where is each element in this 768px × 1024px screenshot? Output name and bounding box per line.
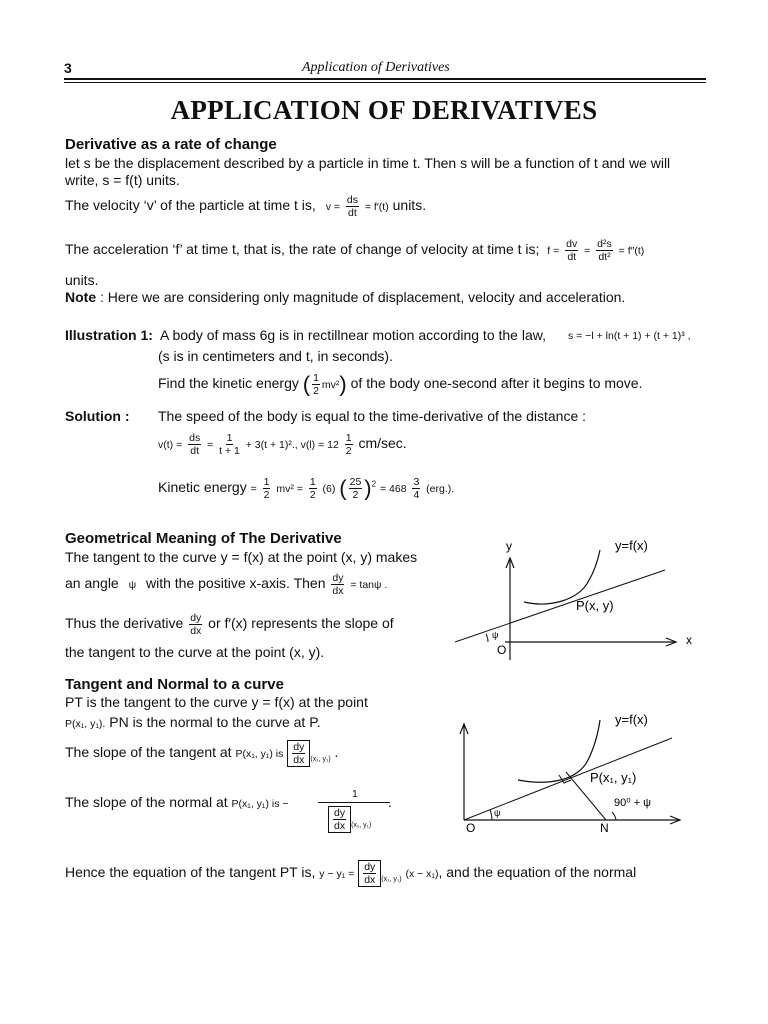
text: or f′(x) represents the slope of [208, 615, 394, 632]
normal-denominator [328, 806, 371, 833]
velocity-text: The velocity ‘v’ of the particle at time t is, [65, 197, 316, 214]
ke-label: Kinetic energy [158, 479, 247, 496]
text: Hence the equation of the tangent PT is, [65, 864, 316, 881]
running-title: Application of Derivatives [302, 60, 450, 75]
evaluated-at: (x₁, y₁) [310, 756, 331, 763]
x-minus-x1: (x − x₁) [405, 868, 439, 881]
denominator: dt [348, 207, 357, 219]
dy-dx-fraction [333, 807, 346, 832]
point-label: P(x, y) [576, 598, 614, 613]
half-fraction [263, 476, 271, 501]
ds-dt-fraction [188, 432, 201, 457]
psi-label: ψ [494, 808, 501, 818]
solution-label: Solution : [65, 408, 130, 424]
find-line: Find the kinetic energy ( $\frac{1}{2}$ mv²) of the body one-second after it begins to move. [158, 371, 643, 397]
text: , and the equation of the normal [438, 864, 637, 881]
page-title: APPLICATION OF DERIVATIVES [170, 95, 598, 125]
denominator: t + 1 [219, 445, 240, 457]
numerator: dy [293, 741, 305, 753]
period: . [334, 744, 339, 761]
psi-symbol: ψ [128, 579, 137, 592]
paragraph-line: PT is the tangent to the curve y = f(x) at the point [65, 694, 368, 710]
angle-label: 90⁰ + ψ [614, 797, 652, 809]
angle-line [65, 572, 387, 597]
acceleration-lhs: f = [547, 245, 560, 258]
tangent-diagram [440, 530, 710, 665]
equals: = [207, 439, 214, 452]
derivative-line [65, 612, 394, 637]
denominator: dx [293, 754, 305, 766]
text: The slope of the tangent at [65, 744, 232, 761]
note-label: Note [65, 289, 97, 305]
denominator: 2 [313, 385, 319, 397]
page-number: 3 [64, 60, 72, 76]
normal-line [65, 714, 321, 730]
dy-dx-fraction [189, 612, 202, 637]
numerator: 1 [313, 372, 319, 384]
foot-label: N [600, 821, 609, 835]
kinetic-energy-equation: Kinetic energy = $\frac{1}{2}$ mv² = $\frac{1}{2}$ (6) ( $\frac{25}{2}$ )$^2$ = 468 $\frac{3}{4}$ (erg.). [158, 475, 455, 501]
numerator: 1 [226, 432, 233, 444]
numerator: dy [334, 807, 346, 819]
point-p: P(x₁, y₁) is [235, 748, 284, 761]
section-heading-geometric: Geometrical Meaning of The Derivative [65, 530, 342, 547]
denominator: 2 [345, 445, 352, 457]
tangent-equation-line [65, 860, 636, 887]
fraction-bar [318, 802, 390, 803]
point-label: P(x₁, y₁) [590, 770, 637, 785]
psi-label: ψ [492, 630, 499, 640]
acceleration-rhs: = f″(t) [618, 245, 645, 258]
dy-dx-fraction [331, 572, 344, 597]
solution-text: The speed of the body is equal to the time-derivative of the distance : [158, 408, 587, 424]
find-text: Find the kinetic energy [158, 375, 299, 392]
numerator: dy [364, 861, 376, 873]
tangent-slope-line [65, 740, 338, 767]
denominator: dt² [598, 251, 611, 263]
evaluated-at: (x₁, y₁) [381, 876, 402, 883]
text: The slope of the normal at [65, 794, 228, 810]
numerator: 1 [309, 476, 316, 488]
numerator: 25 [349, 476, 362, 488]
mv-squared: mv² [321, 379, 340, 392]
point-p: P(x₁, y₁) is − [231, 798, 289, 810]
denominator: 2 [352, 489, 359, 501]
origin-label: O [466, 821, 476, 835]
dy-dx-fraction [292, 741, 305, 766]
velocity-rhs: = f′(t) [364, 201, 389, 214]
v-units: cm/sec. [358, 435, 407, 452]
denominator: 2 [309, 489, 316, 501]
numerator: d²s [597, 238, 612, 250]
numerator: dy [190, 612, 202, 624]
section-heading-tangent-normal: Tangent and Normal to a curve [65, 676, 284, 693]
tangent-normal-diagram [440, 708, 710, 843]
header-rule [64, 78, 706, 80]
one-over-t1-fraction [219, 432, 240, 457]
ds-dt-fraction [346, 194, 359, 219]
x-axis-label: x [686, 633, 692, 647]
illustration-label: Illustration 1: [65, 327, 153, 343]
ke-units: (erg.). [426, 483, 455, 496]
denominator: 2 [263, 489, 270, 501]
half-fraction [312, 372, 320, 397]
text: an angle [65, 575, 119, 592]
header-rule-thin [64, 82, 706, 83]
motion-law: s = −l + ln(t + 1) + (t + 1)³ , [568, 330, 691, 342]
tangent-line [455, 570, 665, 642]
v-rest: + 3(t + 1)²., v(l) = 12 [245, 439, 339, 452]
origin-label: O [497, 643, 507, 657]
mv-squared: mv² = [276, 483, 303, 496]
paragraph-line: write, s = f(t) units. [65, 172, 180, 188]
units-text: units. [65, 272, 99, 288]
three-quarters-fraction [412, 476, 420, 501]
evaluated-at: (x₁, y₁) [351, 822, 372, 829]
angle-arc-normal [612, 812, 616, 820]
denominator: dx [334, 820, 346, 832]
illustration-units: (s is in centimeters and t, in seconds). [158, 348, 393, 364]
acceleration-text: The acceleration ‘f’ at time t, that is, the rate of change of velocity at time t is; [65, 241, 540, 258]
numerator: dy [332, 572, 344, 584]
25-over-2-fraction [349, 476, 363, 501]
numerator: ds [346, 194, 358, 206]
note-line [65, 289, 625, 305]
normal-numerator: 1 [352, 788, 358, 800]
curve [518, 720, 600, 782]
denominator: dt [190, 445, 200, 457]
ke-value: = 468 [379, 483, 407, 496]
curve-label: y=f(x) [615, 712, 648, 727]
y-axis-label: y [506, 539, 512, 553]
text: with the positive x-axis. Then [146, 575, 326, 592]
velocity-lhs: v = [325, 201, 340, 214]
text: Thus the derivative [65, 615, 184, 632]
v-lhs: v(t) = [158, 439, 183, 452]
numerator: 3 [413, 476, 420, 488]
period: . [388, 794, 392, 810]
equals: = [250, 483, 257, 496]
paragraph-line: the tangent to the curve at the point (x, y). [65, 644, 325, 660]
section-heading-rate: Derivative as a rate of change [65, 136, 277, 153]
half-fraction [309, 476, 317, 501]
denominator: dt [567, 251, 577, 263]
denominator: dx [332, 585, 344, 597]
half-fraction [345, 432, 353, 457]
point-p: P(x₁, y₁). [65, 718, 106, 730]
denominator: dx [190, 625, 202, 637]
paragraph-line: The tangent to the curve y = f(x) at the point (x, y) makes [65, 549, 418, 565]
numerator: 1 [345, 432, 352, 444]
angle-arc [490, 810, 492, 820]
numerator: dv [566, 238, 578, 250]
y-minus-y1: y − y₁ = [319, 868, 355, 881]
curve-label: y=f(x) [615, 538, 648, 553]
text: PN is the normal to the curve at P. [109, 714, 321, 730]
d2s-dt2-fraction [596, 238, 613, 263]
find-text-2: of the body one-second after it begins to move. [350, 375, 643, 392]
paragraph-line: let s be the displacement described by a particle in time t. Then s will be a function of t and we will [65, 155, 671, 171]
mass-six: (6) [322, 483, 336, 496]
illustration-text: A body of mass 6g is in rectillnear motion according to the law, [160, 327, 546, 343]
denominator: dx [364, 874, 376, 886]
note-text: : Here we are considering only magnitude of displacement, velocity and acceleration. [96, 289, 626, 305]
denominator: 4 [413, 489, 420, 501]
velocity-units: units. [392, 197, 427, 214]
dy-dx-fraction [363, 861, 376, 886]
angle-arc [486, 634, 488, 642]
normal-slope-label [65, 794, 289, 810]
speed-equation [158, 432, 407, 457]
acceleration-line: The acceleration ‘f’ at time t, that is, the rate of change of velocity at time t is; f = $\frac{dv}{dt}$ = $\frac{\text{d²s}}{\text{dt²}}$ = f″(t) [65, 238, 645, 263]
tan-psi: = tanψ . [350, 579, 388, 592]
numerator: ds [189, 432, 201, 444]
velocity-line [65, 194, 426, 219]
numerator: 1 [263, 476, 270, 488]
dv-dt-fraction [565, 238, 578, 263]
